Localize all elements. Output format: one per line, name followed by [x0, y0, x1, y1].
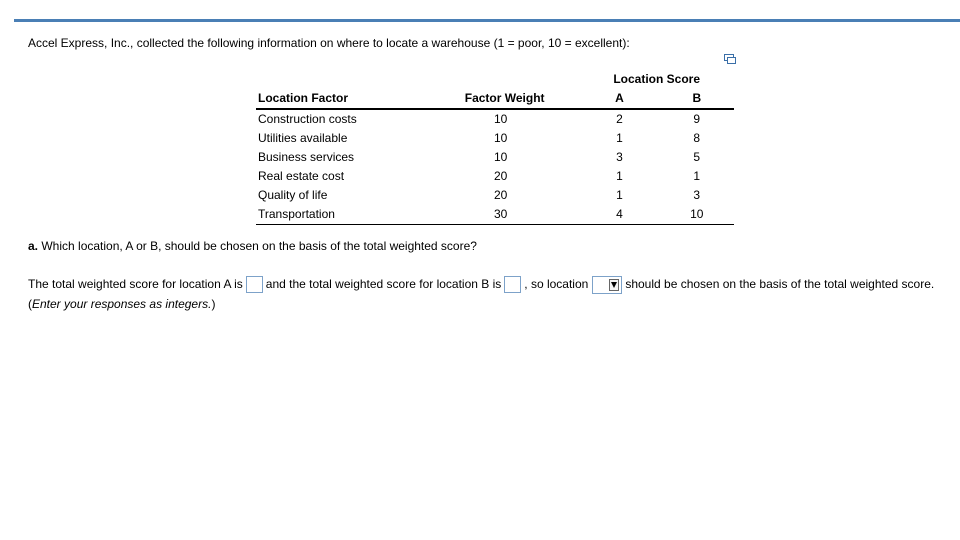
table-row	[256, 167, 734, 186]
location-score-header: Location Score	[613, 72, 701, 86]
top-divider	[14, 19, 960, 22]
weight-cell: 20	[493, 188, 508, 202]
answer-text-5: )	[211, 297, 216, 311]
answer-text-2: and the total weighted score for location B is	[265, 277, 502, 291]
factor-cell: Business services	[258, 150, 355, 164]
table-row	[256, 129, 734, 148]
header-location-factor: Location Factor	[256, 89, 430, 109]
copy-data-icon[interactable]	[724, 54, 736, 64]
answer-text-4: should be chosen on the basis of the total weighted score. (	[28, 277, 935, 311]
score-a-cell: 2	[616, 112, 623, 126]
answer-sentence	[28, 274, 948, 314]
table-row	[256, 109, 734, 129]
score-a-cell: 1	[616, 131, 623, 145]
score-a-cell: 1	[616, 188, 623, 202]
factor-cell: Utilities available	[258, 131, 348, 145]
score-a-cell: 4	[579, 205, 659, 225]
answer-text-1: The total weighted score for location A is	[28, 277, 243, 291]
question-label: a.	[28, 239, 39, 253]
score-b-cell: 8	[693, 131, 701, 145]
location-choice-dropdown[interactable]	[592, 276, 622, 294]
location-a-score-input[interactable]	[246, 276, 263, 293]
location-score-table	[256, 70, 734, 225]
table-row	[256, 148, 734, 167]
score-b-cell: 10	[660, 205, 734, 225]
factor-cell: Construction costs	[258, 112, 357, 126]
header-factor-weight: Factor Weight	[430, 89, 579, 109]
score-a-cell: 3	[616, 150, 623, 164]
problem-intro: Accel Express, Inc., collected the following information on where to locate a warehouse (1 = poor, 10 = excellent):	[28, 36, 630, 50]
score-b-cell: 3	[693, 188, 701, 202]
factor-cell: Real estate cost	[258, 169, 345, 183]
header-location-a: A	[579, 89, 659, 109]
question-text: Which location, A or B, should be chosen on the basis of the total weighted score?	[38, 239, 477, 253]
dropdown-arrow-icon	[609, 279, 619, 291]
weight-cell: 10	[493, 131, 508, 145]
score-b-cell: 9	[693, 112, 701, 126]
table-row	[256, 186, 734, 205]
weight-cell: 10	[493, 112, 508, 126]
weight-cell: 30	[430, 205, 579, 225]
header-location-b: B	[660, 89, 734, 109]
score-b-cell: 1	[693, 169, 701, 183]
factor-cell: Quality of life	[258, 188, 328, 202]
table-row	[256, 205, 734, 225]
weight-cell: 10	[493, 150, 508, 164]
answer-instruction: Enter your responses as integers.	[32, 297, 212, 311]
factor-cell: Transportation	[256, 205, 430, 225]
table-group-header-row	[256, 70, 734, 89]
score-b-cell: 5	[693, 150, 701, 164]
answer-text-3: , so location	[524, 277, 589, 291]
score-a-cell: 1	[616, 169, 623, 183]
question-a	[28, 239, 477, 253]
table-header-row	[256, 89, 734, 109]
location-b-score-input[interactable]	[504, 276, 521, 293]
weight-cell: 20	[493, 169, 508, 183]
